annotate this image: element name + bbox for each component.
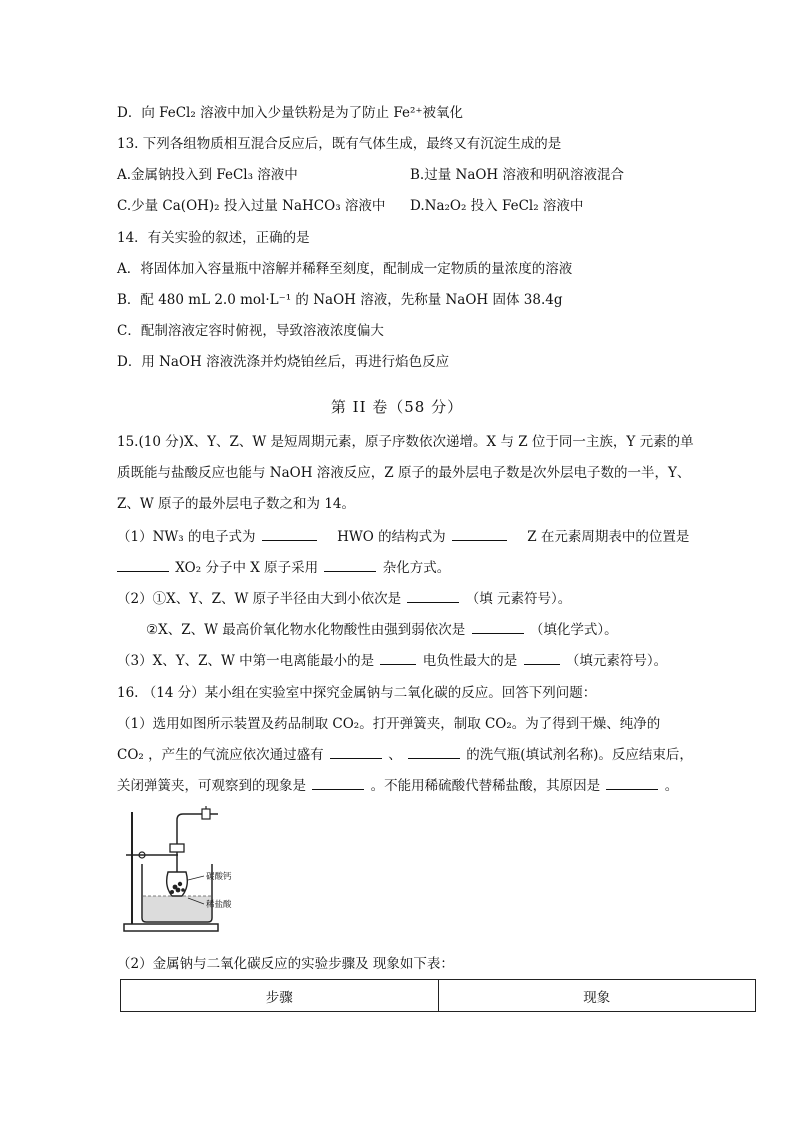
answer-blank[interactable] <box>380 652 416 665</box>
caco3-lump <box>170 890 174 894</box>
q14-option-a: A．将固体加入容量瓶中溶解并稀释至刻度，配制成一定物质的量浓度的溶液 <box>117 261 573 277</box>
porous-bulb <box>167 872 188 896</box>
q16-p1-text-e: 关闭弹簧夹，可观察到的现象是 <box>117 778 306 794</box>
answer-blank[interactable] <box>262 528 317 541</box>
caco3-lump <box>178 882 182 886</box>
answer-blank[interactable] <box>606 777 658 790</box>
q15-p1-text-d: XO₂ 分子中 X 原子采用 <box>175 560 319 576</box>
answer-blank[interactable] <box>524 652 560 665</box>
q16-p1-text-f: 。不能用稀硫酸代替稀盐酸，其原因是 <box>370 778 601 794</box>
q15-p2-text-a: （2）①X、Y、Z、W 原子半径由大到小依次是 <box>117 591 402 607</box>
q15-part-3 <box>117 652 667 670</box>
stand-base <box>124 924 218 931</box>
label-caco3: 碳酸钙 <box>206 872 232 882</box>
q15-p1-text-e: 杂化方式。 <box>382 560 451 576</box>
answer-blank[interactable] <box>472 621 524 634</box>
q13-option-a: A.金属钠投入到 FeCl₃ 溶液中 <box>117 167 298 183</box>
q14-option-d: D．用 NaOH 溶液洗涤并灼烧铂丝后，再进行焰色反应 <box>117 354 450 370</box>
answer-blank[interactable] <box>452 528 507 541</box>
q14-stem: 14．有关实验的叙述，正确的是 <box>117 230 310 246</box>
q13-option-c: C.少量 Ca(OH)₂ 投入过量 NaHCO₃ 溶液中 <box>117 198 386 214</box>
steps-observations-table <box>120 979 756 1012</box>
answer-blank[interactable] <box>324 559 376 572</box>
answer-blank[interactable] <box>407 590 459 603</box>
caco3-lump <box>181 888 185 892</box>
q16-part-1-line-3 <box>117 777 678 795</box>
acid-liquid <box>143 896 211 921</box>
q15-part-1-cont <box>117 559 450 577</box>
q15-p3-text-a: （3）X、Y、Z、W 中第一电离能最小的是 <box>117 653 375 669</box>
q15-part-2b <box>146 621 618 639</box>
stopper <box>170 844 184 852</box>
q12-option-d: D．向 FeCl₂ 溶液中加入少量铁粉是为了防止 Fe²⁺被氧化 <box>117 105 464 121</box>
q15-p1-text-a: （1）NW₃ 的电子式为 <box>117 529 256 545</box>
q15-p2-text-c: ②X、Z、W 最高价氧化物水化物酸性由强到弱依次是 <box>146 622 466 638</box>
q16-p1-text-d: 的洗气瓶(填试剂名称)。反应结束后， <box>466 747 693 763</box>
answer-blank[interactable] <box>330 746 382 759</box>
table-header-steps: 步骤 <box>265 989 293 1006</box>
section-title: 第 II 卷（58 分） <box>330 398 464 416</box>
q15-p1-text-b: HWO 的结构式为 <box>337 529 446 545</box>
q15-line-1: 15.(10 分)X、Y、Z、W 是短周期元素，原子序数依次递增。X 与 Z 位于同一主族，Y 元素的单 <box>117 434 694 450</box>
q16-line-1: 16. （14 分）某小组在实验室中探究金属钠与二氧化碳的反应。回答下列问题： <box>117 685 597 701</box>
label-dilute-hcl: 稀盐酸 <box>206 900 232 910</box>
q14-option-b: B．配 480 mL 2.0 mol·L⁻¹ 的 NaOH 溶液，先称量 NaOH 固体 38.4g <box>117 292 563 308</box>
answer-blank[interactable] <box>117 559 169 572</box>
caco3-lump <box>176 888 181 893</box>
table-header-observations: 现象 <box>438 980 756 1011</box>
spring-clip <box>202 809 210 819</box>
q15-part-2a <box>117 590 571 608</box>
answer-blank[interactable] <box>408 746 460 759</box>
co2-apparatus-figure <box>120 806 244 938</box>
q15-p2-text-b: （填 元素符号）。 <box>465 591 572 607</box>
q15-p1-text-c: Z 在元素周期表中的位置是 <box>527 529 690 545</box>
q16-p1-text-b: CO₂ ，产生的气流应依次通过盛有 <box>117 747 324 763</box>
q13-stem: 13. 下列各组物质相互混合反应后，既有气体生成，最终又有沉淀生成的是 <box>117 136 562 152</box>
q15-p2-text-d: （填化学式）。 <box>529 622 618 638</box>
q16-part-1-line-1: （1）选用如图所示装置及药品制取 CO₂。打开弹簧夹，制取 CO₂。为了得到干燥、纯净的 <box>117 716 661 732</box>
answer-blank[interactable] <box>312 777 364 790</box>
label-pointer <box>188 876 204 880</box>
q14-option-c: C．配制溶液定容时俯视，导致溶液浓度偏大 <box>117 323 384 339</box>
q16-p1-text-g: 。 <box>664 778 679 794</box>
q15-line-3: Z、W 原子的最外层电子数之和为 14。 <box>117 496 356 512</box>
q16-part-1-line-2 <box>117 746 693 764</box>
q16-part-2: （2）金属钠与二氧化碳反应的实验步骤及 现象如下表： <box>117 956 454 972</box>
q13-option-d: D.Na₂O₂ 投入 FeCl₂ 溶液中 <box>410 198 584 214</box>
q15-p3-text-c: （填元素符号）。 <box>565 653 668 669</box>
q16-p1-text-c: 、 <box>388 747 402 763</box>
q13-option-b: B.过量 NaOH 溶液和明矾溶液混合 <box>410 167 624 183</box>
q15-p3-text-b: 电负性最大的是 <box>422 653 518 669</box>
q15-part-1 <box>117 528 689 546</box>
q15-line-2: 质既能与盐酸反应也能与 NaOH 溶液反应，Z 原子的最外层电子数是次外层电子数的一半，Y、 <box>117 465 691 481</box>
